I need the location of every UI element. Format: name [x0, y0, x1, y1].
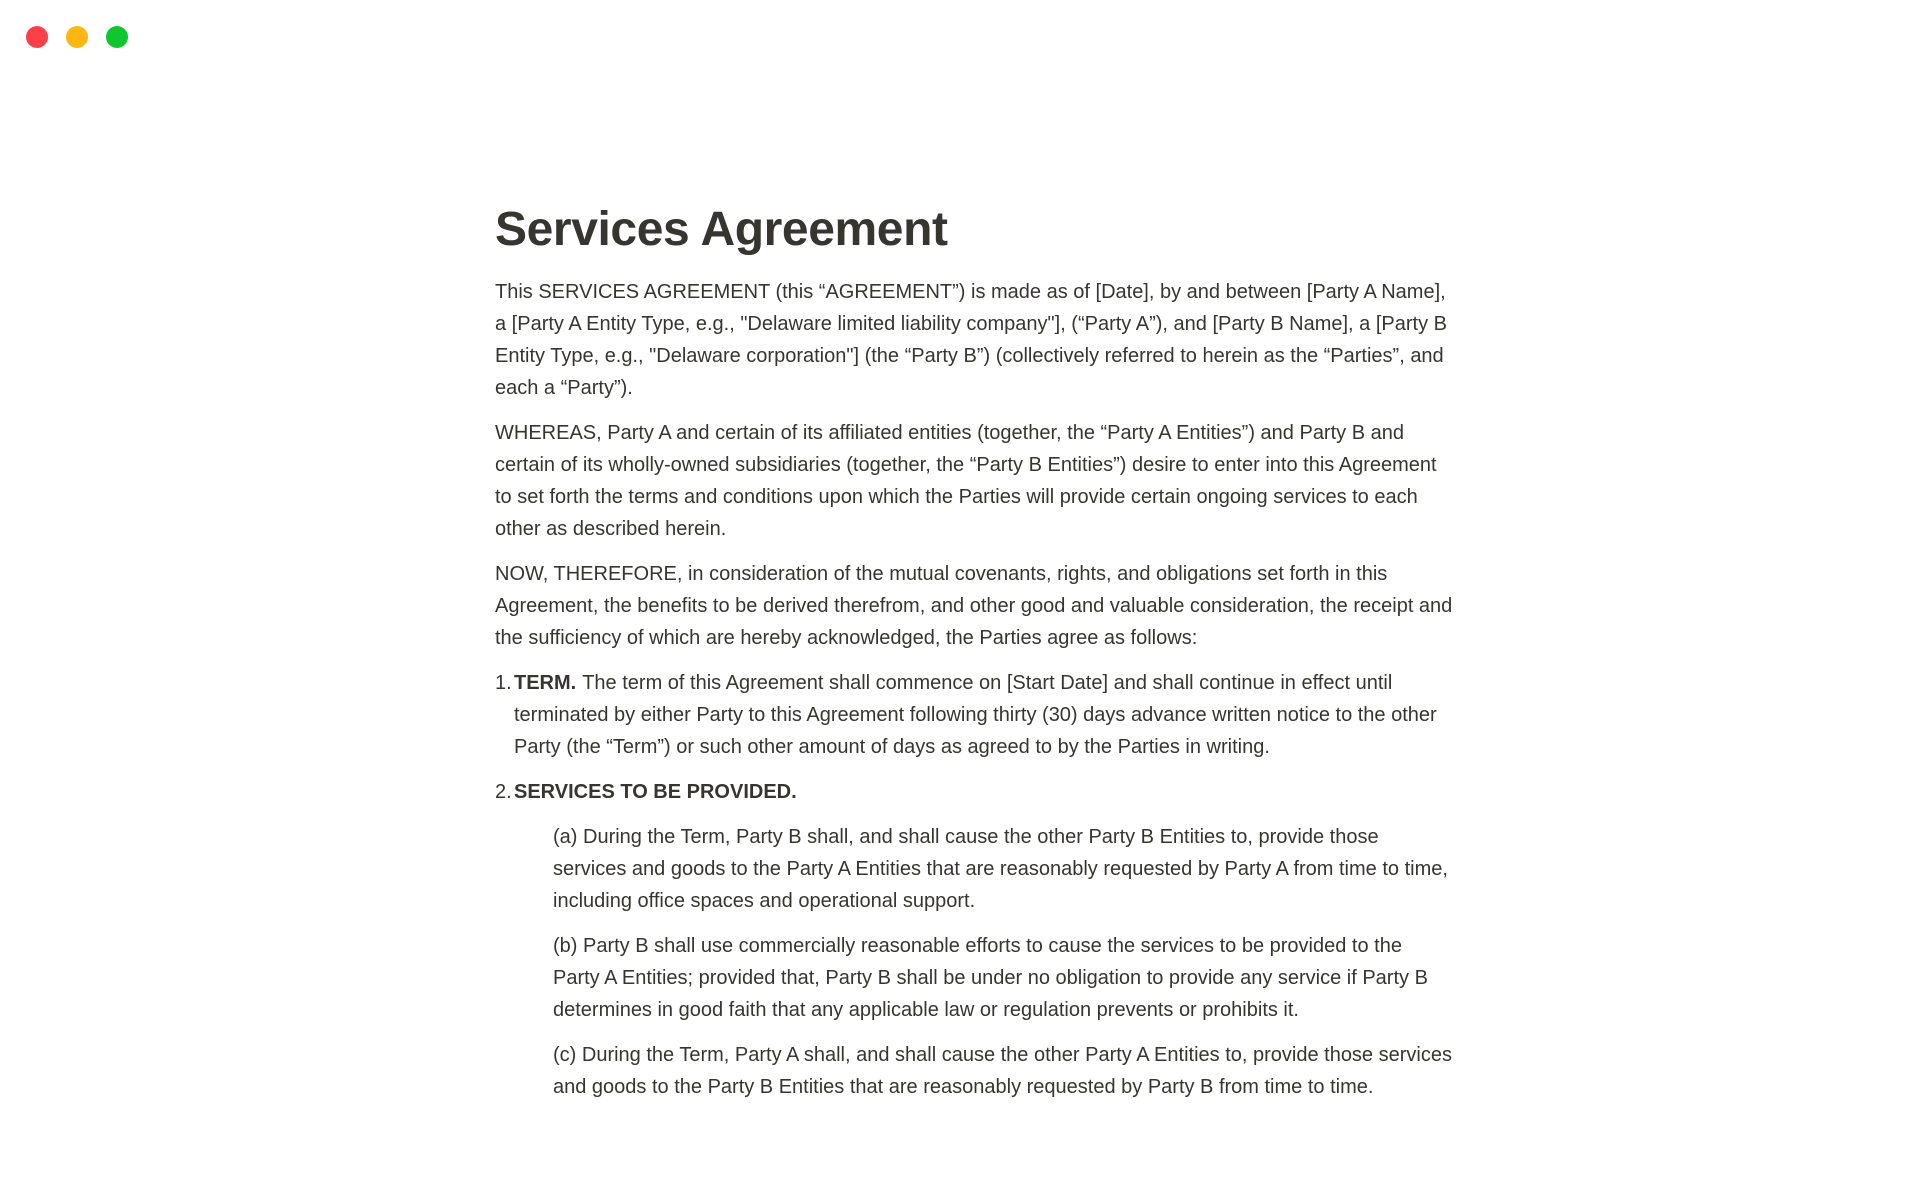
list-item-lead: TERM. [514, 672, 577, 694]
list-number: 1. [495, 672, 512, 694]
close-button[interactable] [26, 26, 48, 48]
list-number: 2. [495, 781, 512, 803]
bullet-text: (c) During the Term, Party A shall, and shall cause the other Party A Entities to, provide those services and goods to the Party B Entities that are reasonably requested by Party B from time to time. [553, 1044, 1452, 1098]
document-canvas [495, 0, 1453, 1116]
paragraph-whereas[interactable]: WHEREAS, Party A and certain of its affiliated entities (together, the “Party A Entities”) and Party B and certain of its wholly-owned subsidiaries (together, the “Party B Entities”) desire to enter into this Agreement to set forth the terms and conditions upon which the Parties will provide certain ongoing services to each other as described herein. [495, 422, 1437, 540]
list-item-services[interactable] [495, 776, 1453, 808]
list-item-term[interactable] [495, 667, 1453, 763]
sub-bullet-list [533, 821, 1453, 1103]
window-controls [26, 26, 128, 48]
list-item-text: The term of this Agreement shall commence on [Start Date] and shall continue in effect until terminated by either Party to this Agreement following thirty (30) days advance written notice to the other Party (the “Term”) or such other amount of days as agreed to by the Parties in writing. [514, 672, 1437, 758]
minimize-button[interactable] [66, 26, 88, 48]
bullet-item-c[interactable] [533, 1039, 1453, 1103]
bullet-text: (b) Party B shall use commercially reasonable efforts to cause the services to be provided to the Party A Entities; provided that, Party B shall be under no obligation to provide any service if Party B determines in good faith that any applicable law or regulation prevents or prohibits it. [553, 935, 1428, 1021]
list-item-lead: SERVICES TO BE PROVIDED. [514, 781, 797, 803]
page-title[interactable]: Services Agreement [495, 203, 948, 256]
bullet-item-b[interactable] [533, 930, 1453, 1026]
paragraph-intro[interactable]: This SERVICES AGREEMENT (this “AGREEMENT”) is made as of [Date], by and between [Party A Name], a [Party A Entity Type, e.g., "Delaware limited liability company"], (“Party A”), and [Party B Name], a [Party B Entity Type, e.g., "Delaware corporation"] (the “Party B”) (collectively referred to herein as the “Parties”, and each a “Party”). [495, 281, 1447, 399]
zoom-button[interactable] [106, 26, 128, 48]
bullet-item-a[interactable] [533, 821, 1453, 917]
bullet-text: (a) During the Term, Party B shall, and shall cause the other Party B Entities to, provide those services and goods to the Party A Entities that are reasonably requested by Party A from time to time, including office spaces and operational support. [553, 826, 1448, 912]
paragraph-now-therefore[interactable]: NOW, THEREFORE, in consideration of the mutual covenants, rights, and obligations set forth in this Agreement, the benefits to be derived therefrom, and other good and valuable consideration, the receipt and the sufficiency of which are hereby acknowledged, the Parties agree as follows: [495, 563, 1453, 649]
